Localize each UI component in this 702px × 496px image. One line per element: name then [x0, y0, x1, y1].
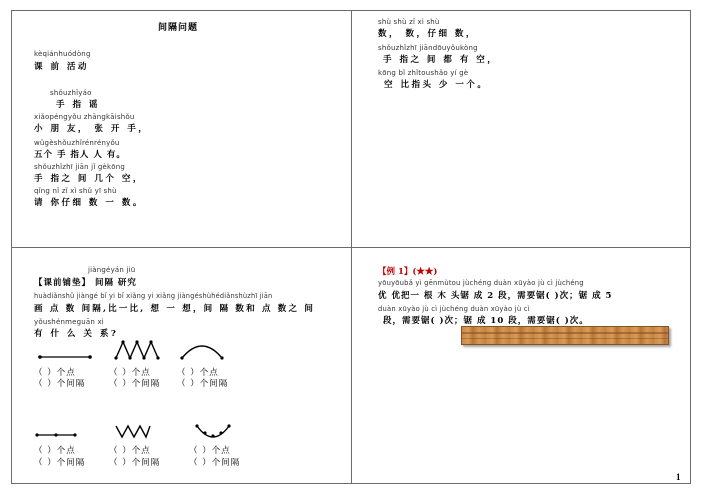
gap-count-label: （ ）个间隔: [109, 458, 161, 468]
point-count-label: （ ）个点: [177, 368, 219, 378]
pinyin-line: yōuyōubǎ yì gēnmùtou jùchéng duàn xūyào jù cì jùchéng: [378, 279, 584, 287]
text-line: 空 比指头 少 一个。: [384, 80, 489, 90]
pinyin-line: duàn xūyào jù cì jùchéng duàn xūyào jù cì: [378, 305, 530, 313]
point-count-label: （ ）个点: [109, 368, 151, 378]
arc-diagram: [178, 340, 226, 362]
text-line: 优 优把一 根 木 头锯 成 2 段，需要锯( )次；锯 成 5: [378, 291, 613, 301]
gap-count-label: （ ）个间隔: [34, 379, 86, 389]
zigzag-diagram: [112, 422, 154, 440]
text-line: 手 指之 间 都 有 空，: [383, 55, 499, 65]
arc-diagram: [193, 422, 233, 440]
text-line: 手 指之 间 几个 空，: [34, 174, 144, 184]
pinyin-line: xiǎopéngyǒu zhāngkāishǒu: [34, 113, 135, 121]
text-line: 小 朋 友， 张 开 手，: [34, 124, 150, 134]
pinyin-line: huàdiǎnshǔ jiàngé bǐ yi bǐ xiǎng yi xiǎng jiàngéshùhédiǎnshùzhī jiān: [34, 292, 273, 300]
pinyin-line: shǒuzhǐzhī jiān jǐ gèkōng: [34, 163, 126, 171]
pinyin-line: yǒushénmeguān xì: [34, 318, 104, 326]
gap-count-label: （ ）个间隔: [189, 458, 241, 468]
gap-count-label: （ ）个间隔: [34, 458, 86, 468]
pinyin-line: qǐng nǐ zǐ xì shǔ yī shù: [34, 187, 117, 195]
text-line: 手 指 谣: [56, 100, 100, 110]
pinyin-line: kōng bǐ zhǐtoushǎo yí gè: [378, 69, 469, 77]
pinyin-line: jiàngéyán jiū: [88, 266, 136, 274]
text-line: 课 前 活动: [34, 62, 89, 72]
section-heading: 【课前铺垫】 间隔 研究: [34, 278, 137, 288]
pinyin-line: shù shù zǐ xì shù: [378, 18, 440, 26]
gap-count-label: （ ）个间隔: [109, 379, 161, 389]
point-count-label: （ ）个点: [34, 368, 76, 378]
wood-log-image: [461, 326, 669, 345]
text-line: 有 什 么 关 系?: [34, 329, 119, 339]
point-count-label: （ ）个点: [189, 446, 231, 456]
text-line: 五个 手 指人 人 有。: [34, 150, 126, 160]
point-count-label: （ ）个点: [109, 446, 151, 456]
segment-diagram: [36, 348, 94, 362]
gap-count-label: （ ）个间隔: [177, 379, 229, 389]
page-title: 间隔问题: [158, 23, 199, 33]
text-line: 数， 数，仔细 数，: [378, 29, 477, 39]
segment-diagram: [34, 428, 78, 440]
pinyin-line: shǒuzhǐyáo: [50, 89, 92, 97]
pinyin-line: wǔgèshǒuzhǐrénrényǒu: [34, 139, 120, 147]
pinyin-line: kèqiánhuódòng: [34, 50, 91, 58]
zigzag-diagram: [112, 338, 168, 362]
pinyin-line: shǒuzhǐzhī jiāndōuyǒukòng: [378, 44, 478, 52]
divider-horizontal: [11, 247, 691, 248]
page-number: 1: [676, 472, 681, 482]
example-heading: 【例 1】(★★): [378, 267, 438, 277]
text-line: 请 你仔细 数 一 数。: [34, 198, 144, 208]
text-line: 画 点 数 间隔,比一比, 想 一 想，间 隔 数和 点 数之 间: [34, 304, 316, 314]
text-line: 段，需要锯( )次；锯 成 10 段，需要锯( )次。: [383, 316, 589, 326]
point-count-label: （ ）个点: [34, 446, 76, 456]
